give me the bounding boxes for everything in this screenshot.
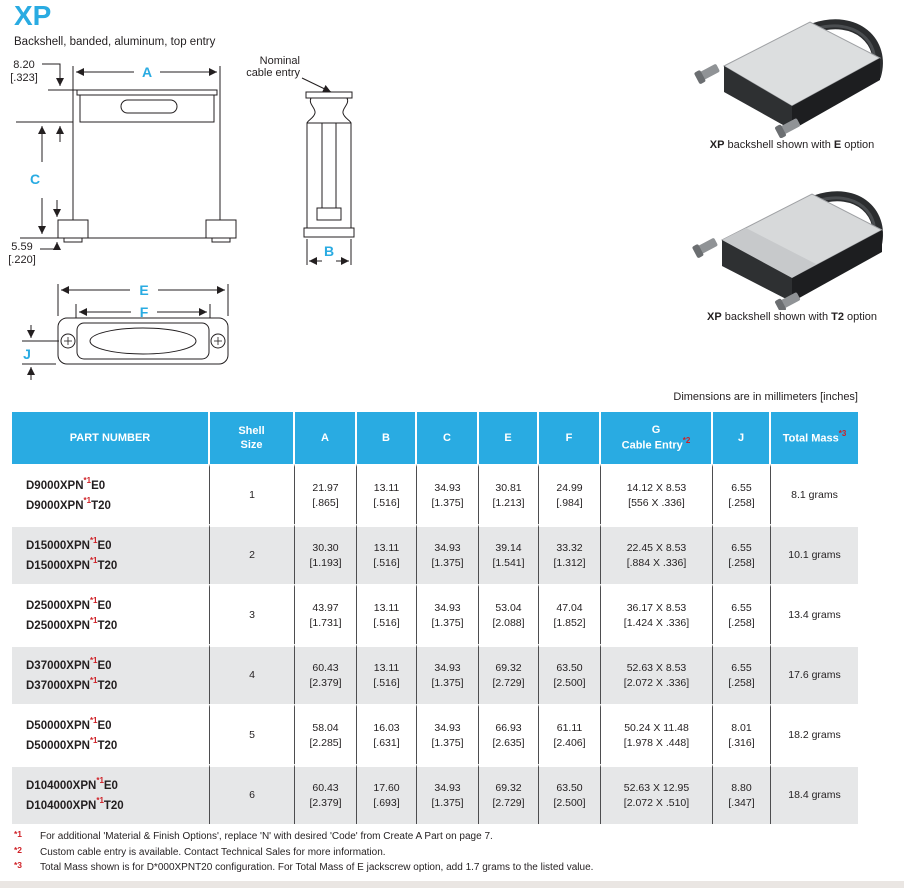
part-option: T20	[103, 799, 124, 812]
footnote-ref-1: *1	[96, 775, 104, 785]
cell-a	[295, 644, 357, 704]
shell-size: 6	[249, 789, 255, 802]
part-option: T20	[97, 619, 118, 632]
part-option: T20	[97, 739, 118, 752]
table-row-shell-2	[12, 524, 858, 584]
cell-g	[601, 704, 713, 764]
dim-label-c: C	[29, 171, 41, 187]
footnote-ref-1: *1	[96, 795, 104, 805]
cell-f	[539, 584, 601, 644]
dimensions-note: Dimensions are in millimeters [inches]	[673, 391, 858, 403]
value-in: [2.072 X .510]	[623, 796, 690, 809]
cell-c	[417, 584, 479, 644]
photo-caption-e	[686, 139, 898, 151]
cell-shell-size	[210, 764, 295, 824]
header-label: C	[443, 431, 451, 444]
header-label: B	[382, 431, 390, 444]
value-mm: 60.43	[312, 661, 339, 674]
value-mm: 43.97	[312, 601, 339, 614]
col-header-b	[357, 412, 417, 464]
cell-total-mass	[771, 464, 858, 524]
header-label	[601, 437, 711, 453]
cell-b	[357, 464, 417, 524]
total-mass: 8.1 grams	[791, 489, 838, 502]
cell-c	[417, 764, 479, 824]
cell-b	[357, 524, 417, 584]
value-mm: 47.04	[556, 601, 583, 614]
table-row-shell-4	[12, 644, 858, 704]
value-mm: 17.60	[373, 781, 400, 794]
right-foot	[206, 220, 236, 238]
cell-part-number	[12, 464, 210, 524]
footnote-text-3: Total Mass shown is for D*000XPNT20 configuration. For Total Mass of E jackscrew option, add 1.7 grams to the listed value.	[40, 862, 594, 873]
dim-label-j: J	[23, 346, 31, 362]
header-label: G	[651, 423, 661, 436]
value-in: [.258]	[728, 616, 755, 629]
value-mm: 52.63 X 8.53	[626, 661, 687, 674]
value-mm: 13.11	[373, 661, 400, 674]
cell-c	[417, 464, 479, 524]
footnote-ref-1: *1	[89, 595, 98, 605]
caption-tail: option	[841, 139, 875, 151]
col-header-e	[479, 412, 539, 464]
total-mass: 18.2 grams	[788, 729, 841, 742]
cable-entry-lip	[306, 92, 352, 98]
value-in: [.516]	[373, 556, 400, 569]
value-mm: 63.50	[556, 781, 583, 794]
cell-e	[479, 464, 539, 524]
value-mm: 34.93	[434, 601, 461, 614]
shell-size: 1	[249, 489, 255, 502]
dimension-drawing	[0, 50, 400, 390]
value-in: [2.500]	[553, 796, 586, 809]
header-label: J	[737, 431, 745, 444]
value-mm: 34.93	[434, 781, 461, 794]
dimensions-table-wrap	[12, 412, 858, 824]
cell-a	[295, 764, 357, 824]
footnote-marker-3: *3	[14, 860, 23, 870]
value-in: [.516]	[373, 496, 400, 509]
cable-entry-label-1: Nominal	[259, 55, 300, 67]
value-mm: 6.55	[731, 541, 752, 554]
value-in: [.258]	[728, 496, 755, 509]
total-mass: 13.4 grams	[788, 609, 841, 622]
value-mm: 69.32	[495, 781, 522, 794]
value-in: [1.852]	[553, 616, 586, 629]
part-option: E0	[97, 539, 112, 552]
col-header-f	[539, 412, 601, 464]
cell-a	[295, 584, 357, 644]
dim-label-b: B	[323, 243, 335, 259]
part-number: D104000XPN	[26, 799, 97, 812]
cell-total-mass	[771, 644, 858, 704]
part-option: T20	[97, 559, 118, 572]
cell-c	[417, 644, 479, 704]
cell-j	[713, 644, 771, 704]
value-in: [2.635]	[492, 736, 525, 749]
footnote-ref-1: *1	[89, 655, 98, 665]
cell-total-mass	[771, 704, 858, 764]
value-mm: 13.11	[373, 481, 400, 494]
total-mass: 17.6 grams	[788, 669, 841, 682]
part-number: D25000XPN	[26, 599, 90, 612]
footnote-ref-1: *1	[89, 535, 98, 545]
cell-part-number	[12, 704, 210, 764]
value-mm: 34.93	[434, 661, 461, 674]
cell-g	[601, 764, 713, 824]
part-number: D9000XPN	[26, 479, 84, 492]
cell-total-mass	[771, 764, 858, 824]
cell-f	[539, 464, 601, 524]
part-number: D15000XPN	[26, 539, 90, 552]
cell-f	[539, 644, 601, 704]
part-option: T20	[97, 679, 118, 692]
cell-part-number	[12, 764, 210, 824]
photo-e-option	[694, 12, 894, 138]
cell-e	[479, 584, 539, 644]
part-option: E0	[97, 719, 112, 732]
cell-g	[601, 464, 713, 524]
dim-top-mm: 8.20	[13, 59, 35, 71]
footnote-ref-3: *3	[838, 429, 847, 439]
col-header-g-cable-entry	[601, 412, 713, 464]
header-row	[12, 412, 858, 464]
part-number-line	[26, 796, 209, 816]
part-number-line	[26, 556, 209, 576]
value-in: [.258]	[728, 676, 755, 689]
value-in: [.984]	[556, 496, 583, 509]
cell-total-mass	[771, 524, 858, 584]
part-number-line	[26, 616, 209, 636]
value-in: [1.978 X .448]	[623, 736, 690, 749]
caption-bold-xp: XP	[706, 311, 722, 323]
dim-label-e: E	[139, 282, 149, 298]
cell-f	[539, 704, 601, 764]
part-number: D104000XPN	[26, 779, 97, 792]
part-number: D50000XPN	[26, 739, 90, 752]
part-number-line	[26, 596, 209, 616]
footnote-ref-1: *1	[89, 615, 98, 625]
page-subtitle: Backshell, banded, aluminum, top entry	[14, 36, 216, 48]
cable-entry-label-2: cable entry	[246, 67, 300, 79]
value-in: [1.193]	[309, 556, 342, 569]
cell-a	[295, 704, 357, 764]
value-in: [1.375]	[431, 736, 464, 749]
footnote-ref-1: *1	[89, 555, 98, 565]
value-mm: 69.32	[495, 661, 522, 674]
value-in: [.693]	[373, 796, 400, 809]
shell-size: 3	[249, 609, 255, 622]
part-number: D25000XPN	[26, 619, 90, 632]
value-mm: 52.63 X 12.95	[623, 781, 690, 794]
cell-shell-size	[210, 584, 295, 644]
value-mm: 66.93	[495, 721, 522, 734]
footnote-ref-2: *2	[682, 436, 691, 446]
header-label: E	[504, 431, 512, 444]
dim-bottom-in: [.220]	[8, 254, 36, 266]
value-in: [2.379]	[309, 796, 342, 809]
value-in: [1.375]	[431, 496, 464, 509]
value-in: [2.729]	[492, 676, 525, 689]
value-mm: 24.99	[556, 481, 583, 494]
caption-bold-option: T2	[831, 311, 844, 323]
cell-shell-size	[210, 464, 295, 524]
footnote-ref-1: *1	[83, 475, 92, 485]
footnotes	[14, 831, 593, 878]
value-in: [2.072 X .336]	[623, 676, 690, 689]
part-number-line	[26, 656, 209, 676]
footnote-2	[14, 844, 593, 858]
header-label: Size	[240, 439, 263, 451]
cell-part-number	[12, 584, 210, 644]
value-in: [2.406]	[553, 736, 586, 749]
part-number-line	[26, 496, 209, 516]
total-mass: 18.4 grams	[788, 789, 841, 802]
dim-top-in: [.323]	[10, 72, 38, 84]
dimensions-table	[12, 412, 858, 824]
value-mm: 34.93	[434, 721, 461, 734]
footnote-1	[14, 831, 593, 842]
part-number: D15000XPN	[26, 559, 90, 572]
caption-text: backshell shown with	[721, 311, 832, 323]
header-label-text: Cable Entry	[621, 439, 683, 452]
value-in: [.631]	[373, 736, 400, 749]
part-number-line	[26, 716, 209, 736]
value-in: [.316]	[728, 736, 755, 749]
dim-bottom-mm: 5.59	[11, 241, 33, 253]
value-in: [.884 X .336]	[626, 556, 687, 569]
cell-e	[479, 704, 539, 764]
cell-part-number	[12, 644, 210, 704]
cell-total-mass	[771, 584, 858, 644]
jackscrew-left	[692, 236, 719, 259]
caption-bold-xp: XP	[709, 139, 725, 151]
value-in: [1.731]	[309, 616, 342, 629]
jackscrew-left	[694, 62, 721, 85]
value-mm: 16.03	[373, 721, 400, 734]
band-lip	[77, 90, 217, 95]
footnote-ref-1: *1	[83, 495, 92, 505]
footnote-marker-1: *1	[14, 829, 23, 839]
photo-caption-t2	[686, 311, 898, 323]
page-title: XP	[14, 0, 52, 31]
cell-f	[539, 524, 601, 584]
shell-size: 5	[249, 729, 255, 742]
value-mm: 6.55	[731, 601, 752, 614]
part-number-line	[26, 476, 209, 496]
header-label: F	[565, 431, 573, 444]
value-in: [1.375]	[431, 616, 464, 629]
dim-label-f: F	[139, 304, 149, 320]
value-in: [556 X .336]	[628, 496, 685, 509]
part-option: E0	[97, 659, 112, 672]
value-mm: 13.11	[373, 541, 400, 554]
value-in: [1.541]	[492, 556, 525, 569]
value-in: [.865]	[312, 496, 339, 509]
page-bottom-divider	[0, 881, 904, 888]
part-option: E0	[103, 779, 118, 792]
table-row-shell-3	[12, 584, 858, 644]
part-number: D37000XPN	[26, 679, 90, 692]
header-label: A	[321, 431, 329, 444]
cell-j	[713, 584, 771, 644]
cell-b	[357, 644, 417, 704]
cell-g	[601, 524, 713, 584]
footnote-ref-1: *1	[89, 675, 98, 685]
value-mm: 39.14	[495, 541, 522, 554]
cell-j	[713, 464, 771, 524]
value-in: [2.379]	[309, 676, 342, 689]
value-in: [.516]	[373, 616, 400, 629]
value-in: [1.375]	[431, 556, 464, 569]
value-mm: 22.45 X 8.53	[626, 541, 687, 554]
cell-c	[417, 704, 479, 764]
part-option: E0	[91, 479, 106, 492]
value-mm: 63.50	[556, 661, 583, 674]
value-mm: 30.81	[495, 481, 522, 494]
footnote-3	[14, 862, 593, 873]
shell-size: 4	[249, 669, 255, 682]
cell-a	[295, 464, 357, 524]
part-number: D37000XPN	[26, 659, 90, 672]
value-mm: 30.30	[312, 541, 339, 554]
col-header-j	[713, 412, 771, 464]
cell-b	[357, 704, 417, 764]
cell-shell-size	[210, 704, 295, 764]
value-mm: 34.93	[434, 481, 461, 494]
caption-text: backshell shown with	[724, 139, 834, 151]
value-mm: 34.93	[434, 541, 461, 554]
part-number-line	[26, 676, 209, 696]
caption-tail: option	[843, 311, 877, 323]
value-in: [2.088]	[492, 616, 525, 629]
part-option: T20	[91, 499, 111, 512]
value-in: [1.424 X .336]	[623, 616, 690, 629]
col-header-c	[417, 412, 479, 464]
footnote-text-2: Custom cable entry is available. Contact Technical Sales for more information.	[40, 846, 386, 858]
connector-opening	[90, 328, 196, 354]
value-in: [1.213]	[492, 496, 525, 509]
value-in: [2.285]	[309, 736, 342, 749]
cell-b	[357, 584, 417, 644]
value-mm: 14.12 X 8.53	[626, 481, 687, 494]
value-mm: 61.11	[556, 721, 583, 734]
cell-a	[295, 524, 357, 584]
header-label: Shell	[238, 424, 265, 437]
header-label: Total Mass	[782, 432, 839, 445]
cell-b	[357, 764, 417, 824]
header-label: PART NUMBER	[69, 431, 151, 444]
value-in: [.347]	[728, 796, 755, 809]
value-mm: 6.55	[731, 481, 752, 494]
cell-j	[713, 764, 771, 824]
table-row-shell-1	[12, 464, 858, 524]
cell-g	[601, 644, 713, 704]
value-mm: 60.43	[312, 781, 339, 794]
photo-t2-option	[690, 182, 896, 310]
footnote-marker-2: *2	[14, 844, 23, 855]
cell-e	[479, 764, 539, 824]
value-mm: 21.97	[312, 481, 339, 494]
cell-shell-size	[210, 644, 295, 704]
caption-bold-option: E	[833, 139, 842, 151]
cell-shell-size	[210, 524, 295, 584]
value-in: [.516]	[373, 676, 400, 689]
cell-j	[713, 524, 771, 584]
cell-e	[479, 524, 539, 584]
shell-size: 2	[249, 549, 255, 562]
col-header-total-mass	[771, 412, 858, 464]
footnote-text-1: For additional 'Material & Finish Options', replace 'N' with desired 'Code' from Create A Part on page 7.	[40, 831, 493, 842]
value-mm: 8.01	[731, 721, 752, 734]
value-mm: 36.17 X 8.53	[626, 601, 687, 614]
cell-f	[539, 764, 601, 824]
value-in: [2.729]	[492, 796, 525, 809]
value-mm: 53.04	[495, 601, 522, 614]
part-number: D9000XPN	[26, 499, 84, 512]
col-header-shell-size	[210, 412, 295, 464]
value-mm: 8.80	[731, 781, 752, 794]
col-header-a	[295, 412, 357, 464]
part-number-line	[26, 536, 209, 556]
value-in: [2.500]	[553, 676, 586, 689]
total-mass: 10.1 grams	[788, 549, 841, 562]
footnote-ref-1: *1	[89, 715, 98, 725]
cell-g	[601, 584, 713, 644]
value-mm: 13.11	[373, 601, 400, 614]
part-number: D50000XPN	[26, 719, 90, 732]
cell-c	[417, 524, 479, 584]
dim-label-a: A	[141, 64, 153, 80]
value-mm: 58.04	[312, 721, 339, 734]
part-number-line	[26, 776, 209, 796]
value-in: [.258]	[728, 556, 755, 569]
table-row-shell-6	[12, 764, 858, 824]
col-header-part-number	[12, 412, 210, 464]
value-in: [1.375]	[431, 676, 464, 689]
value-mm: 33.32	[556, 541, 583, 554]
cell-part-number	[12, 524, 210, 584]
cell-j	[713, 704, 771, 764]
value-in: [1.312]	[553, 556, 586, 569]
part-option: E0	[97, 599, 112, 612]
value-mm: 50.24 X 11.48	[624, 721, 689, 734]
footnote-ref-1: *1	[89, 735, 98, 745]
value-in: [1.375]	[431, 796, 464, 809]
part-number-line	[26, 736, 209, 756]
value-mm: 6.55	[731, 661, 752, 674]
band-slot	[121, 100, 177, 113]
table-row-shell-5	[12, 704, 858, 764]
left-foot	[58, 220, 88, 238]
cell-e	[479, 644, 539, 704]
